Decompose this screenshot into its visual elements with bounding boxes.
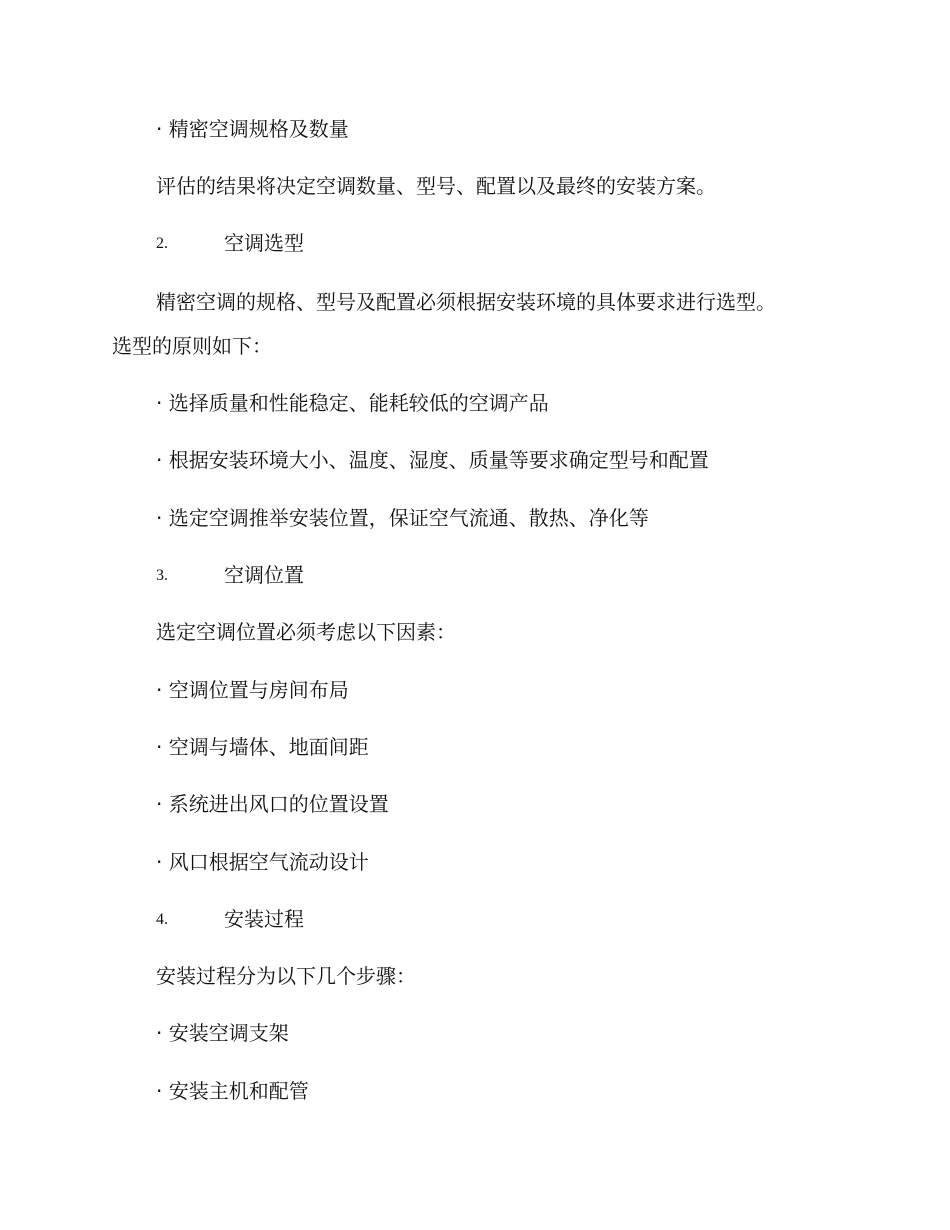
heading-text: 空调位置 (224, 563, 304, 587)
paragraph-line: 选型的原则如下： (112, 334, 272, 358)
bullet-item: · 安装空调支架 (156, 1021, 289, 1045)
bullet-item: · 安装主机和配管 (156, 1079, 309, 1103)
bullet-item: · 选定空调推举安装位置，保证空气流通、散热、净化等 (156, 506, 649, 530)
bullet-item: · 空调位置与房间布局 (156, 678, 349, 702)
heading-text: 空调选型 (224, 231, 304, 255)
heading-text: 安装过程 (224, 907, 304, 931)
bullet-item: · 空调与墙体、地面间距 (156, 735, 369, 759)
bullet-item: · 精密空调规格及数量 (156, 117, 349, 141)
bullet-item: · 系统进出风口的位置设置 (156, 792, 389, 816)
paragraph-line: 精密空调的规格、型号及配置必须根据安装环境的具体要求进行选型。 (156, 290, 776, 314)
paragraph: 评估的结果将决定空调数量、型号、配置以及最终的安装方案。 (156, 174, 716, 198)
heading-number: 3. (156, 567, 168, 584)
paragraph: 安装过程分为以下几个步骤： (156, 964, 416, 988)
heading-number: 2. (156, 235, 168, 252)
paragraph: 选定空调位置必须考虑以下因素： (156, 620, 456, 644)
heading-number: 4. (156, 911, 168, 928)
bullet-item: · 风口根据空气流动设计 (156, 850, 369, 874)
bullet-item: · 选择质量和性能稳定、能耗较低的空调产品 (156, 391, 549, 415)
bullet-item: · 根据安装环境大小、温度、湿度、质量等要求确定型号和配置 (156, 448, 709, 472)
